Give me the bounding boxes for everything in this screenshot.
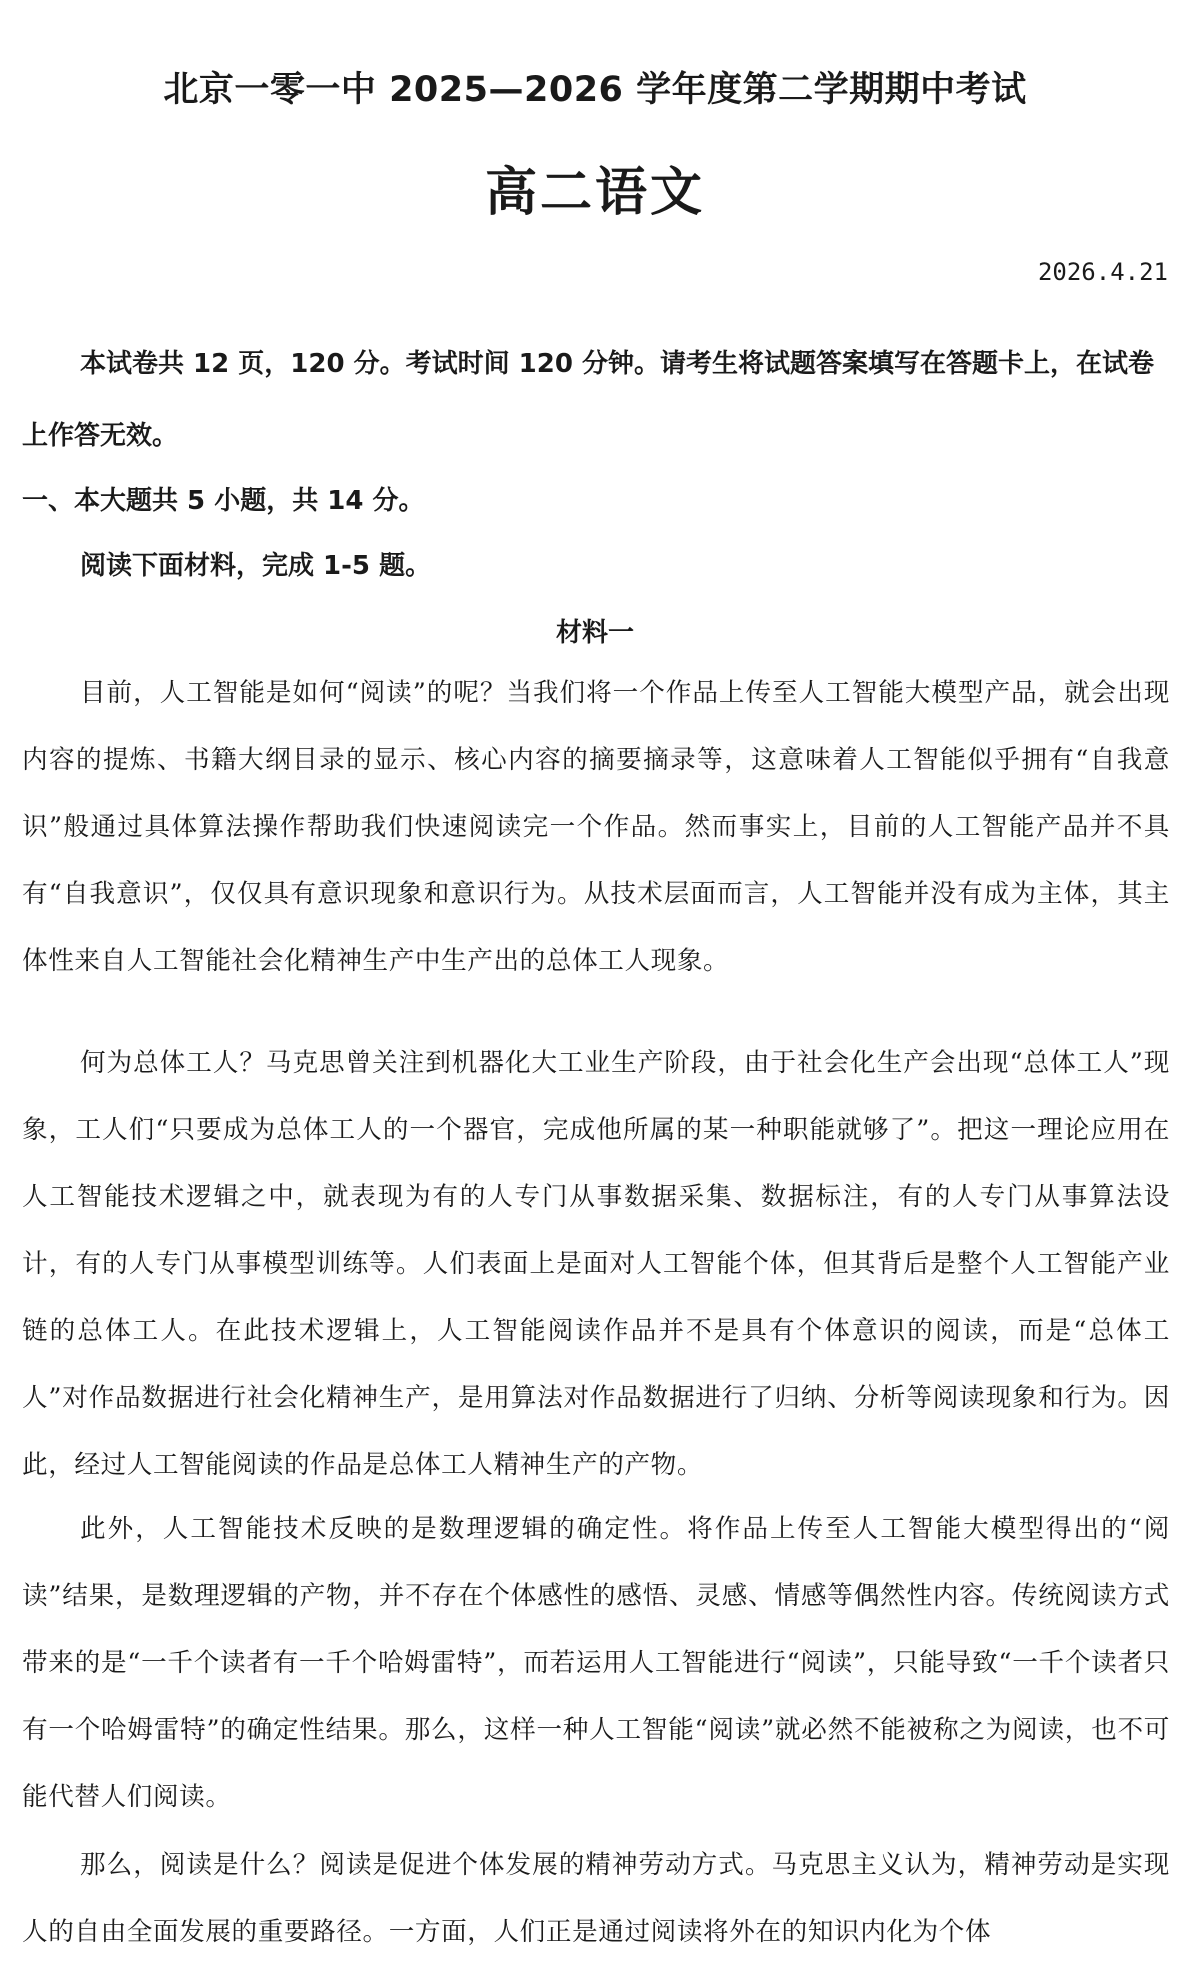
exam-notice: 本试卷共 12 页，120 分。考试时间 120 分钟。请考生将试题答案填写在答题卡上，在试卷上作答无效。 (22, 349, 1154, 451)
material-paragraph-4: 那么，阅读是什么？阅读是促进个体发展的精神劳动方式。马克思主义认为，精神劳动是实现人的自由全面发展的重要路径。一方面，人们正是通过阅读将外在的知识内化为个体 (22, 1850, 1170, 1947)
exam-title: 北京一零一中 2025—2026 学年度第二学期期中考试 (163, 70, 1027, 110)
material-paragraph-2: 何为总体工人？马克思曾关注到机器化大工业生产阶段，由于社会化生产会出现“总体工人”现象，工人们“只要成为总体工人的一个器官，完成他所属的某一种职能就够了”。把这一理论应用在人工智能技术逻辑之中，就表现为有的人专门从事数据采集、数据标注，有的人专门从事算法设计，有的人专门从事模型训练等。人们表面上是面对人工智能个体，但其背后是整个人工智能产业链的总体工人。在此技术逻辑上，人工智能阅读作品并不是具有个体意识的阅读，而是“总体工人”对作品数据进行社会化精神生产，是用算法对作品数据进行了归纳、分析等阅读现象和行为。因此，经过人工智能阅读的作品是总体工人精神生产的产物。 (22, 1048, 1170, 1480)
material-paragraph-1: 目前，人工智能是如何“阅读”的呢？当我们将一个作品上传至人工智能大模型产品，就会出现内容的提炼、书籍大纲目录的显示、核心内容的摘要摘录等，这意味着人工智能似乎拥有“自我意识”般通过具体算法操作帮助我们快速阅读完一个作品。然而事实上，目前的人工智能产品并不具有“自我意识”，仅仅具有意识现象和意识行为。从技术层面而言，人工智能并没有成为主体，其主体性来自人工智能社会化精神生产中生产出的总体工人现象。 (22, 678, 1170, 976)
subject-title: 高二语文 (484, 163, 705, 223)
exam-date: 2026.4.21 (1037, 258, 1168, 286)
material-paragraph-3: 此外，人工智能技术反映的是数理逻辑的确定性。将作品上传至人工智能大模型得出的“阅读”结果，是数理逻辑的产物，并不存在个体感性的感悟、灵感、情感等偶然性内容。传统阅读方式带来的是“一千个读者有一千个哈姆雷特”，而若运用人工智能进行“阅读”，只能导致“一千个读者只有一个哈姆雷特”的确定性结果。那么，这样一种人工智能“阅读”就必然不能被称之为阅读，也不可能代替人们阅读。 (22, 1514, 1170, 1812)
reading-instruction: 阅读下面材料，完成 1-5 题。 (80, 551, 432, 581)
section-heading: 一、本大题共 5 小题，共 14 分。 (22, 486, 425, 516)
material-heading: 材料一 (555, 618, 634, 648)
